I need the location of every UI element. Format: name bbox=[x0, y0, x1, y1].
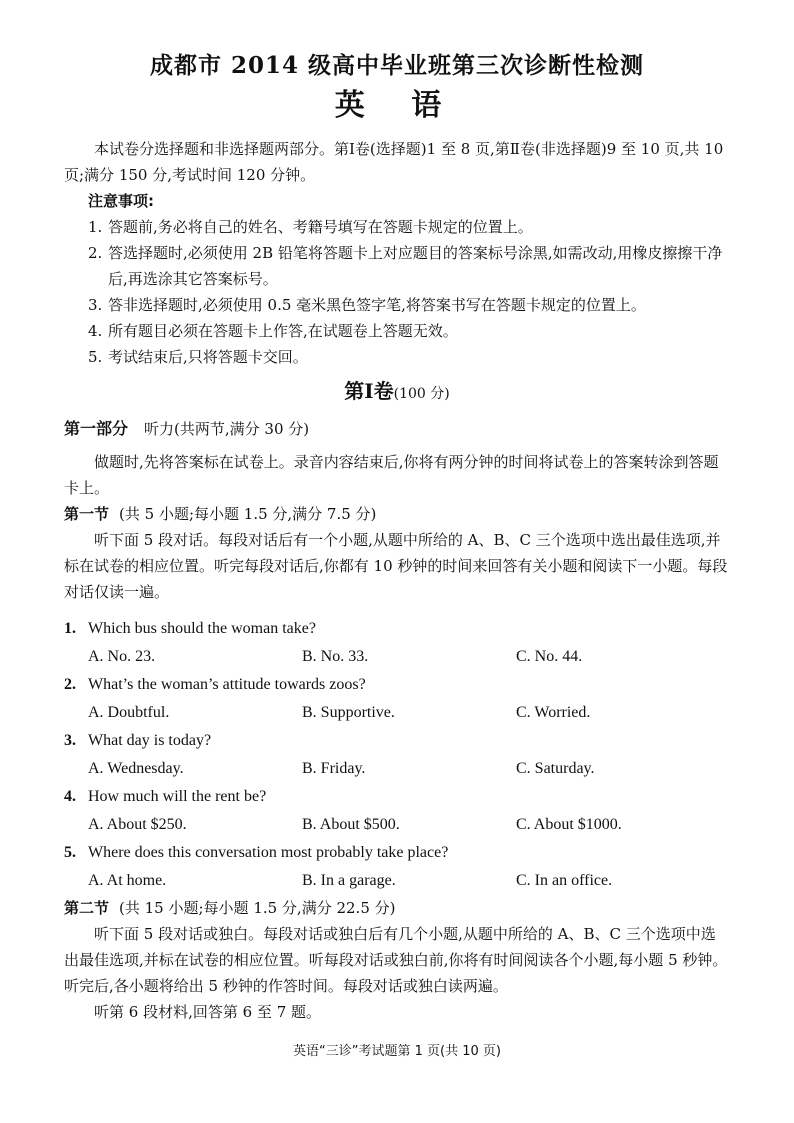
option-a: A. Wednesday. bbox=[88, 760, 184, 777]
notes-title: 注意事项: bbox=[88, 192, 154, 210]
note-number: 2. bbox=[88, 244, 103, 262]
question-text: What’s the woman’s attitude towards zoos? bbox=[88, 676, 366, 693]
note-number: 4. bbox=[88, 322, 103, 340]
volume-heading bbox=[64, 376, 730, 409]
question-number: 4. bbox=[64, 788, 76, 805]
notes-list bbox=[64, 214, 730, 370]
section-instruction: 听下面 5 段对话或独白。每段对话或独白后有几个小题,从题中所给的 A、B、C 三个选项中选出最佳选项,并标在试卷的相应位置。听每段对话或独白前,你将有时间阅读各个小题,每小题 5 秒钟。听完后,各小题将给出 5 秒钟的作答时间。每段对话或独白读两遍。 bbox=[64, 925, 728, 995]
question bbox=[64, 839, 730, 867]
question bbox=[64, 671, 730, 699]
question bbox=[64, 783, 730, 811]
question-options bbox=[88, 699, 730, 727]
volume-score: (100 分) bbox=[393, 386, 450, 402]
note-text: 答题前,务必将自己的姓名、考籍号填写在答题卡规定的位置上。 bbox=[108, 218, 533, 236]
note-text: 答非选择题时,必须使用 0.5 毫米黑色签字笔,将答案书写在答题卡规定的位置上。 bbox=[108, 296, 646, 314]
question bbox=[64, 727, 730, 755]
section-heading bbox=[64, 895, 730, 921]
part-heading bbox=[64, 415, 730, 443]
section-detail: (共 5 小题;每小题 1.5 分,满分 7.5 分) bbox=[119, 505, 377, 523]
option-b: B. Friday. bbox=[302, 760, 366, 777]
option-a: A. About $250. bbox=[88, 816, 187, 833]
question-options bbox=[88, 811, 730, 839]
section-name: 第二节 bbox=[64, 899, 110, 917]
option-c: C. In an office. bbox=[516, 872, 613, 889]
note-number: 1. bbox=[88, 218, 103, 236]
question-options bbox=[88, 867, 730, 895]
question-block bbox=[64, 839, 730, 895]
note-text: 所有题目必须在答题卡上作答,在试题卷上答题无效。 bbox=[108, 322, 458, 340]
question-number: 3. bbox=[64, 732, 76, 749]
intro-paragraph: 本试卷分选择题和非选择题两部分。第Ⅰ卷(选择题)1 至 8 页,第Ⅱ卷(非选择题)9 至 10 页,共 10 页;满分 150 分,考试时间 120 分钟。 bbox=[64, 140, 724, 184]
option-b: B. Supportive. bbox=[302, 704, 395, 721]
option-b: B. No. 33. bbox=[302, 648, 369, 665]
subject-title: 英 语 bbox=[334, 88, 460, 123]
question-number: 2. bbox=[64, 676, 76, 693]
note-text: 答选择题时,必须使用 2B 铅笔将答题卡上对应题目的答案标号涂黑,如需改动,用橡皮擦擦干净后,再选涂其它答案标号。 bbox=[108, 244, 723, 288]
option-c: C. Saturday. bbox=[516, 760, 595, 777]
section-instruction: 听下面 5 段对话。每段对话后有一个小题,从题中所给的 A、B、C 三个选项中选出最佳选项,并标在试卷的相应位置。听完每段对话后,你都有 10 秒钟的时间来回答有关小题和阅读下一小题。每段对话仅读一遍。 bbox=[64, 531, 728, 601]
question-text: How much will the rent be? bbox=[88, 788, 267, 805]
question-options bbox=[88, 755, 730, 783]
section-heading bbox=[64, 501, 730, 527]
note-number: 5. bbox=[88, 348, 103, 366]
question-options bbox=[88, 643, 730, 671]
question-text: Where does this conversation most probably take place? bbox=[88, 844, 449, 861]
question-text: Which bus should the woman take? bbox=[88, 620, 316, 637]
part-instruction: 做题时,先将答案标在试卷上。录音内容结束后,你将有两分钟的时间将试卷上的答案转涂到答题卡上。 bbox=[64, 453, 719, 497]
note-item bbox=[88, 344, 730, 370]
question-number: 5. bbox=[64, 844, 76, 861]
part-detail: 听力(共两节,满分 30 分) bbox=[144, 420, 310, 438]
note-item bbox=[88, 292, 730, 318]
note-item bbox=[88, 214, 730, 240]
option-a: A. At home. bbox=[88, 872, 167, 889]
option-a: A. Doubtful. bbox=[88, 704, 170, 721]
question-block bbox=[64, 671, 730, 727]
option-c: C. No. 44. bbox=[516, 648, 583, 665]
question-block bbox=[64, 783, 730, 839]
question-text: What day is today? bbox=[88, 732, 212, 749]
question bbox=[64, 615, 730, 643]
part-name: 第一部分 bbox=[64, 419, 129, 438]
option-c: C. About $1000. bbox=[516, 816, 622, 833]
note-item bbox=[88, 318, 730, 344]
material-note: 听第 6 段材料,回答第 6 至 7 题。 bbox=[94, 1003, 322, 1021]
question-number: 1. bbox=[64, 620, 76, 637]
question-block bbox=[64, 615, 730, 671]
note-item bbox=[88, 240, 730, 292]
section-detail: (共 15 小题;每小题 1.5 分,满分 22.5 分) bbox=[119, 899, 396, 917]
section-name: 第一节 bbox=[64, 505, 110, 523]
volume-label: 第Ⅰ卷 bbox=[344, 379, 394, 403]
option-b: B. In a garage. bbox=[302, 872, 396, 889]
question-block bbox=[64, 727, 730, 783]
option-b: B. About $500. bbox=[302, 816, 400, 833]
option-c: C. Worried. bbox=[516, 704, 591, 721]
note-number: 3. bbox=[88, 296, 103, 314]
note-text: 考试结束后,只将答题卡交回。 bbox=[108, 348, 308, 366]
exam-title: 成都市 2014 级高中毕业班第三次诊断性检测 bbox=[149, 52, 645, 79]
option-a: A. No. 23. bbox=[88, 648, 156, 665]
page-footer: 英语“三诊”考试题第 1 页(共 10 页) bbox=[293, 1044, 501, 1059]
